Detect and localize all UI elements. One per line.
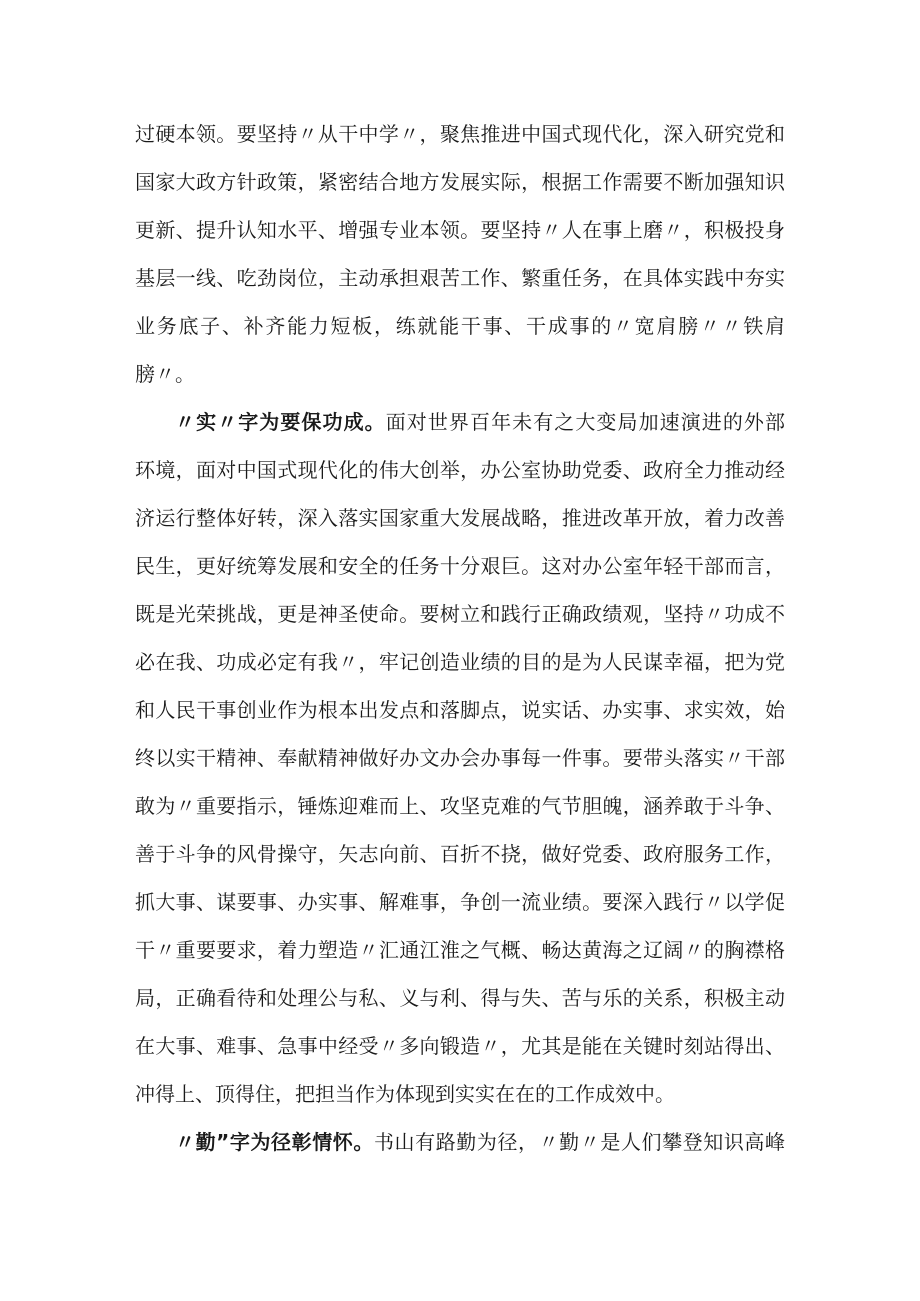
paragraph-3 bbox=[135, 1118, 785, 1166]
text-line: 国家大政方针政策，紧密结合地方发展实际，根据工作需要不断加强知识 bbox=[135, 170, 785, 194]
text-line: 基层一线、吃劲岗位，主动承担艰苦工作、繁重任务，在具体实践中夯实 bbox=[135, 266, 785, 290]
text-line: 和人民干事创业作为根本出发点和落脚点，说实话、办实事、求实效，始 bbox=[135, 698, 785, 722]
text-line: 民生，更好统筹发展和安全的任务十分艰巨。这对办公室年轻干部而言， bbox=[135, 554, 785, 578]
paragraph-2 bbox=[135, 398, 785, 1118]
text-line: 善于斗争的风骨操守，矢志向前、百折不挠，做好党委、政府服务工作， bbox=[135, 842, 785, 866]
text-line: 必在我、功成必定有我〃，牢记创造业绩的目的是为人民谋幸福，把为党 bbox=[135, 650, 785, 674]
text-line: 干〃重要要求，着力塑造〃汇通江淮之气概、畅达黄海之辽阔〃的胸襟格 bbox=[135, 938, 785, 962]
text-line: 更新、提升认知水平、增强专业本领。要坚持〃人在事上磨〃，积极投身 bbox=[135, 218, 785, 242]
text-line: 在大事、难事、急事中经受〃多向锻造〃，尤其是能在关键时刻站得出、 bbox=[135, 1034, 785, 1058]
text-line: 过硬本领。要坚持〃从干中学〃，聚焦推进中国式现代化，深入研究党和 bbox=[135, 122, 785, 146]
paragraph-first-line bbox=[135, 398, 785, 446]
paragraph-heading: 〃勤”字为径彰情怀。 bbox=[175, 1130, 374, 1154]
paragraph-first-line bbox=[135, 1118, 785, 1166]
text-line: 膀〃。 bbox=[135, 362, 195, 386]
text-line: 局，正确看待和处理公与私、义与利、得与失、苦与乐的关系，积极主动 bbox=[135, 986, 785, 1010]
paragraph-text: 书山有路勤为径，〃勤〃是人们攀登知识高峰 bbox=[373, 1130, 785, 1154]
text-line: 既是光荣挑战，更是神圣使命。要树立和践行正确政绩观，坚持〃功成不 bbox=[135, 602, 785, 626]
text-line: 济运行整体好转，深入落实国家重大发展战略，推进改革开放，着力改善 bbox=[135, 506, 785, 530]
document-page bbox=[135, 110, 785, 1166]
text-line: 业务底子、补齐能力短板，练就能干事、干成事的〃宽肩膀〃〃铁肩 bbox=[135, 314, 785, 338]
paragraph-heading: 〃实〃字为要保功成。 bbox=[175, 410, 386, 434]
text-line: 敢为〃重要指示，锤炼迎难而上、攻坚克难的气节胆魄，涵养敢于斗争、 bbox=[135, 794, 785, 818]
paragraph-1 bbox=[135, 110, 785, 398]
paragraph-text: 面对世界百年未有之大变局加速演进的外部 bbox=[385, 410, 786, 434]
text-line: 冲得上、顶得住，把担当作为体现到实实在在的工作成效中。 bbox=[135, 1082, 675, 1106]
text-line: 抓大事、谋要事、办实事、解难事，争创一流业绩。要深入践行〃以学促 bbox=[135, 890, 785, 914]
text-line: 环境，面对中国式现代化的伟大创举，办公室协助党委、政府全力推动经 bbox=[135, 458, 785, 482]
text-line: 终以实干精神、奉献精神做好办文办会办事每一件事。要带头落实〃干部 bbox=[135, 746, 785, 770]
